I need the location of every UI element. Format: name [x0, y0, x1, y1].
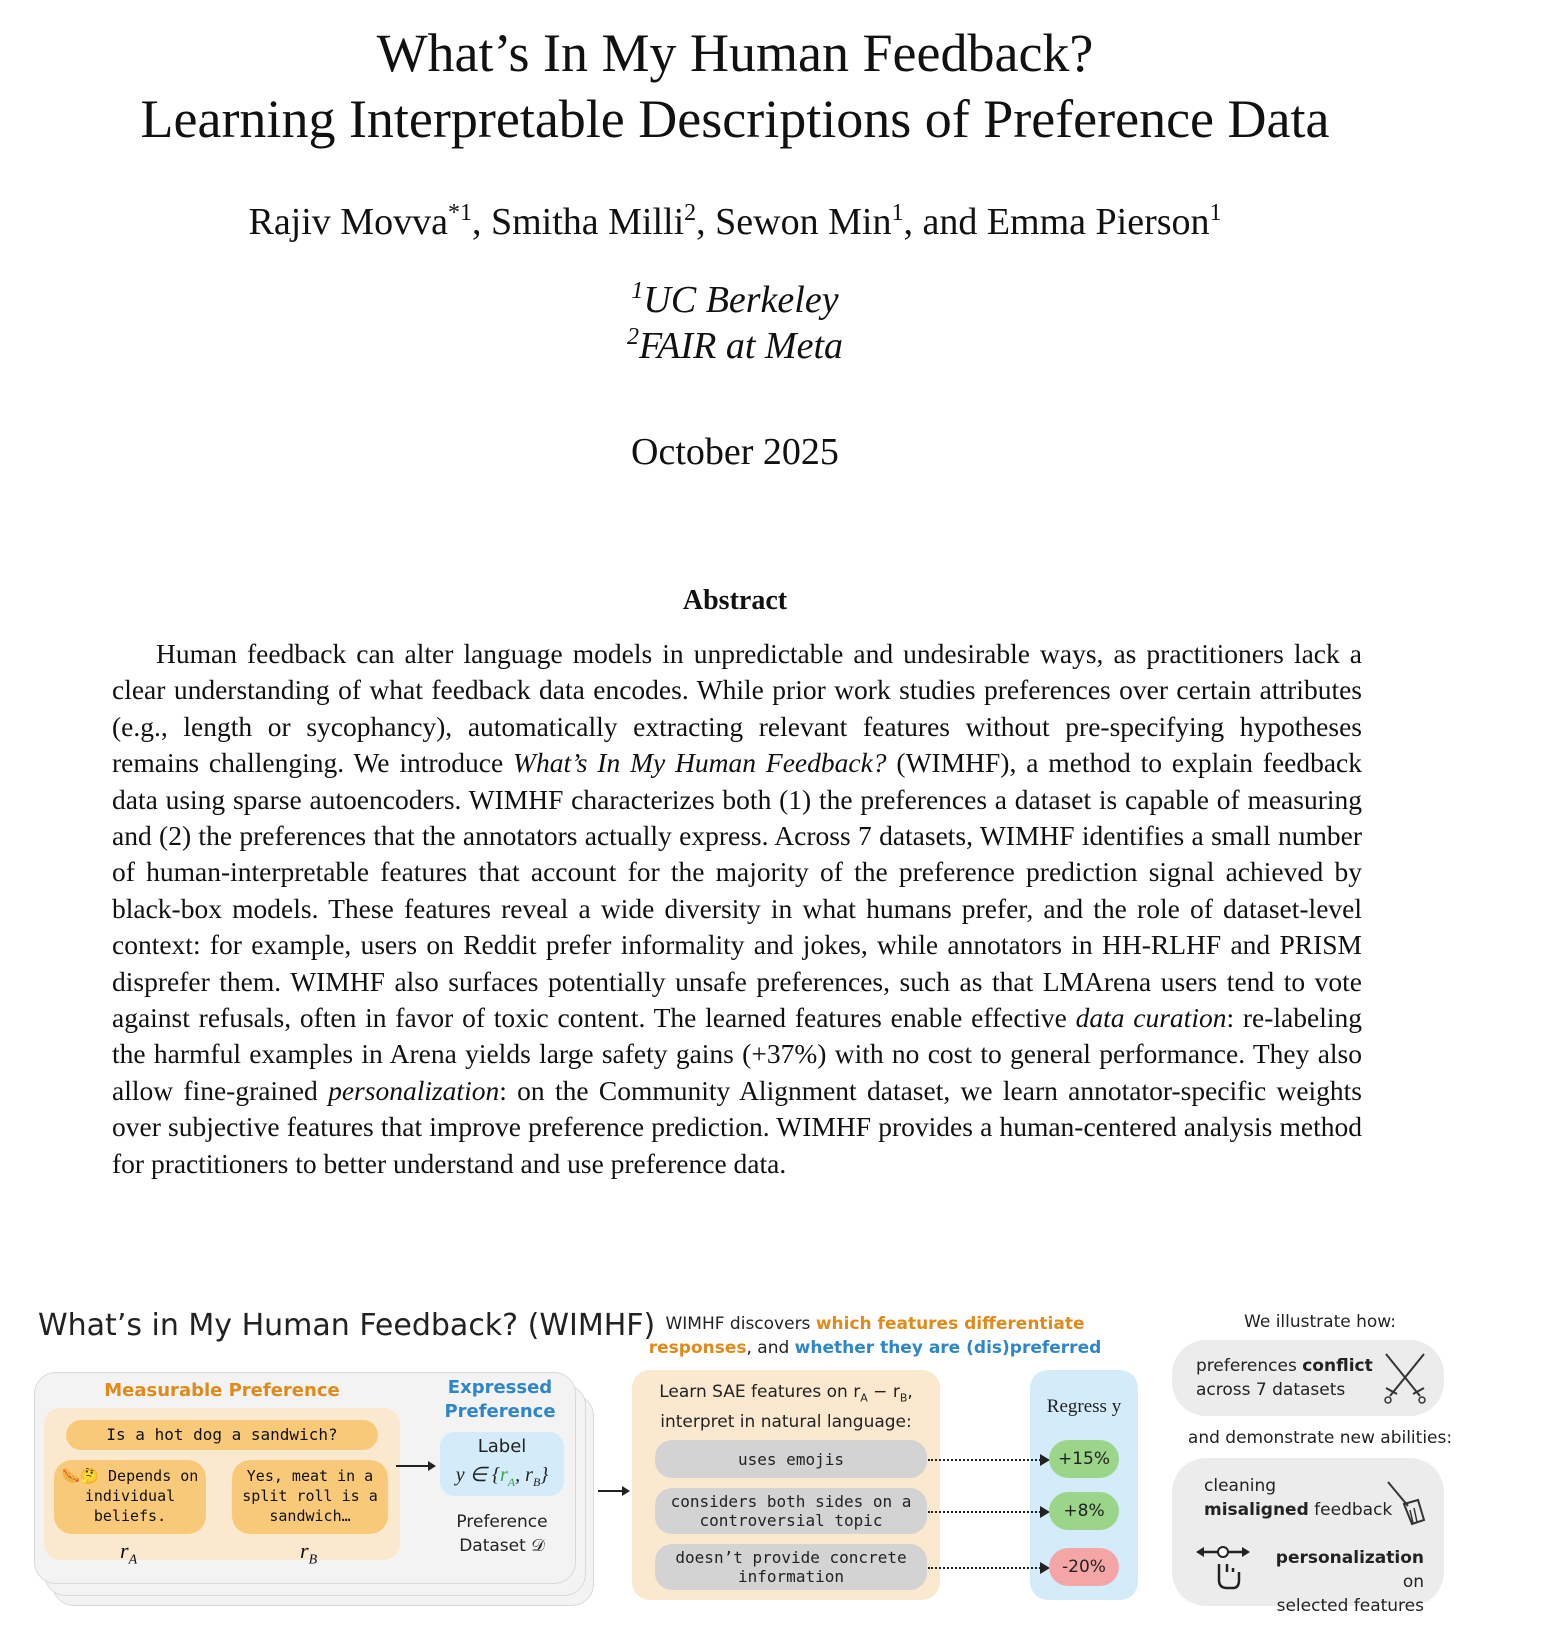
feature-pill: considers both sides on a controversial topic: [655, 1488, 927, 1534]
abstract-heading: Abstract: [682, 585, 788, 616]
ra-symbol: $r_A$: [120, 1538, 138, 1568]
author-sep: , and: [903, 201, 987, 243]
abstract-text: : on the Community Alignment dataset, we learn annotator-specific weights over subjective features that improve preference prediction. WIMHF provides a human-centered analysis method for practitioners to better understand and use preference data.: [112, 1074, 1363, 1179]
dataset-label-line: Preference: [456, 1512, 548, 1532]
affiliation-name: UC Berkeley: [643, 279, 839, 321]
author-name: Rajiv Movva: [248, 201, 448, 243]
paper-title-line2: Learning Interpretable Descriptions of Preference Data: [140, 89, 1330, 149]
affiliation-mark: 2: [626, 324, 639, 350]
dotted-arrow: [928, 1511, 1044, 1513]
expressed-preference-label: [440, 1376, 560, 1424]
affiliation: [0, 324, 1470, 368]
author-list: [0, 200, 1470, 244]
dataset-label-line: Dataset 𝒟: [459, 1536, 545, 1556]
publication-date: October 2025: [631, 431, 839, 473]
measurable-preference-label: Measurable Preference: [104, 1380, 340, 1401]
expressed-label-line: Preference: [444, 1401, 556, 1422]
prompt-pill: Is a hot dog a sandwich?: [66, 1420, 378, 1450]
abstract-emphasis: personalization: [328, 1074, 500, 1106]
regress-label: Regress y: [1046, 1396, 1122, 1417]
arrow-right-icon: [598, 1484, 630, 1498]
rb-symbol: $r_B$: [300, 1538, 318, 1568]
coefficient-badge: -20%: [1049, 1548, 1119, 1586]
affiliation-mark: 1: [631, 278, 644, 304]
broom-icon: [1382, 1478, 1426, 1526]
coefficient-badge: +8%: [1049, 1492, 1119, 1530]
abstract-emphasis: data curation: [1075, 1002, 1227, 1034]
conflict-text: preferences conflict across 7 datasets: [1196, 1356, 1373, 1400]
author-name: Smitha Milli: [490, 201, 685, 243]
abstract-text: Human feedback can alter language models in unpredictable and undesirable ways, as practitioners lack a clear understanding of what feedback data encodes. While prior work studies preferences over certain attributes (e.g., length or sycophancy), automatically extracting relevant features without pre-specifying hypotheses remains challenging. We introduce: [112, 638, 1362, 779]
feature-pill: uses emojis: [655, 1440, 927, 1478]
learn-sae-caption: Learn SAE features on $r_A - r_B$, interpret in natural language:: [659, 1382, 913, 1433]
author-sep: ,: [696, 201, 716, 243]
paper-title-line1: What’s In My Human Feedback?: [376, 23, 1094, 83]
author-name: Sewon Min: [715, 201, 892, 243]
feature-pill: doesn’t provide concrete information: [655, 1544, 927, 1590]
figure-title: What’s in My Human Feedback? (WIMHF): [38, 1308, 656, 1343]
response-b-pill: Yes, meat in a split roll is a sandwich…: [232, 1460, 388, 1534]
discovers-caption: WIMHF discovers which features differentiate responses, and whether they are (dis)preferred: [648, 1314, 1102, 1358]
label-formula: y ∈ {$r_A$, $r_B$}: [455, 1464, 549, 1489]
author-sep: ,: [471, 201, 491, 243]
personalization-text: personalization on selected features: [1275, 1548, 1424, 1616]
author-mark: 1: [891, 200, 904, 226]
dotted-arrow: [928, 1567, 1044, 1569]
author-mark: 1: [1209, 200, 1222, 226]
author-name: Emma Pierson: [986, 201, 1210, 243]
pointer-adjust-icon: [1196, 1542, 1250, 1592]
cleaning-text: cleaning misaligned feedback: [1204, 1476, 1393, 1520]
response-a-pill: 🌭🤔 Depends on individual beliefs.: [54, 1460, 206, 1534]
abstract-body: [112, 636, 1362, 1182]
expressed-label-line: Expressed: [447, 1377, 553, 1398]
demonstrate-heading: and demonstrate new abilities:: [1187, 1428, 1453, 1448]
illustrate-heading: We illustrate how:: [1244, 1312, 1396, 1332]
abstract-text: (WIMHF), a method to explain feedback data using sparse autoencoders. WIMHF characterizes both (1) the preferences a dataset is capable of measuring and (2) the preferences that the annotators actually express. Across 7 datasets, WIMHF identifies a small number of human-interpretable features that account for the majority of the preference prediction signal achieved by black-box models. These features reveal a wide diversity in what humans prefer, and the role of dataset-level context: for example, users on Reddit prefer informality and jokes, while annotators in HH-RLHF and PRISM disprefer them. WIMHF also surfaces potentially unsafe preferences, such as that LMArena users tend to vote against refusals, often in favor of toxic content. The learned features enable effective: [112, 747, 1362, 1034]
abstract-emphasis: What’s In My Human Feedback?: [513, 747, 887, 779]
crossed-swords-icon: [1380, 1350, 1430, 1406]
arrow-right-icon: [396, 1458, 436, 1474]
abstract-text: : re-labeling the harmful examples in Arena yields large safety gains (+37%) with no cost to general performance. They also allow fine-grained: [112, 1002, 1362, 1106]
label-title: Label: [477, 1436, 527, 1457]
preference-dataset-label: [440, 1510, 564, 1558]
author-mark: 2: [684, 200, 697, 226]
dotted-arrow: [928, 1459, 1044, 1461]
author-mark: *1: [447, 200, 472, 226]
affiliation: [0, 278, 1470, 322]
coefficient-badge: +15%: [1049, 1440, 1119, 1478]
affiliation-name: FAIR at Meta: [638, 325, 844, 367]
